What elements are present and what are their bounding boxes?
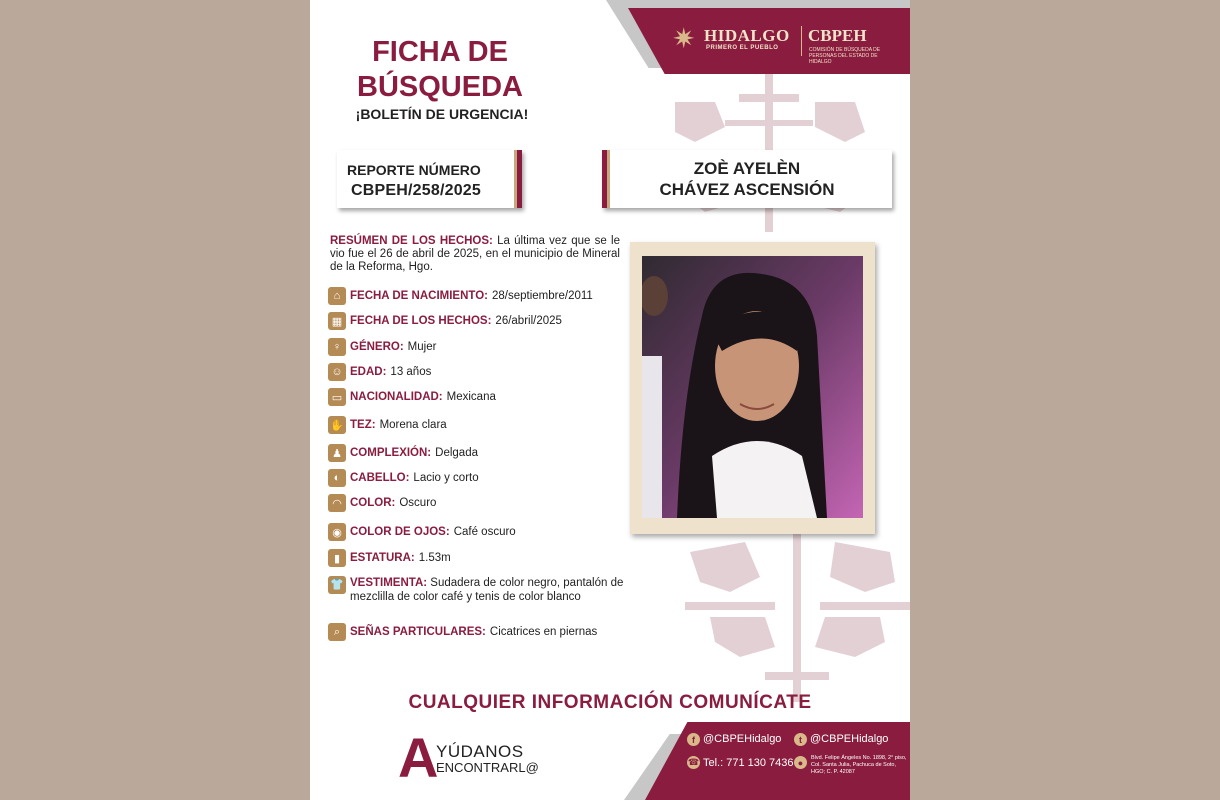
field-hair-label: CABELLO: [350,472,410,484]
field-skin-value: Morena clara [379,419,447,431]
gender-icon: ♀ [328,338,346,356]
field-eyes-value: Café oscuro [453,526,516,538]
org-cbpeh: CBPEH [808,26,867,45]
footer-twitter[interactable]: @CBPEHidalgo [810,733,889,745]
eye-icon: ◉ [328,523,346,541]
field-height [328,548,451,568]
id-card-icon: ▭ [328,388,346,406]
brand-subtitle: PRIMERO EL PUEBLO [706,45,779,51]
footer-address: Blvd. Felipe Ángeles No. 1898, 2° piso, Col. Santa Julia, Pachuca de Soto, HGO; C. P. 42087 [811,755,907,775]
help-logo-letter: A [398,726,439,789]
summary-label: RESÚMEN DE LOS HECHOS: [330,235,493,247]
hidalgo-logo-icon: ✷ [672,23,696,54]
photo-frame [630,242,875,534]
field-date-value: 26/abril/2025 [495,315,562,327]
page-title-line2: BÚSQUEDA [357,71,523,103]
report-number-box [337,150,522,208]
person-name-box [602,150,892,208]
footer-phone[interactable]: Tel.: 771 130 7436 [703,757,794,769]
field-skin [328,415,447,435]
report-number: CBPEH/258/2025 [351,182,481,199]
field-marks-value: Cicatrices en piernas [489,626,598,638]
field-birth-value: 28/septiembre/2011 [492,290,593,302]
footer-facebook[interactable]: @CBPEHidalgo [703,733,782,745]
field-color [328,493,436,513]
report-stripe-gold [514,150,517,208]
field-gender [328,337,436,357]
field-clothing-label: VESTIMENTA: [350,577,428,589]
hair-icon: ◐ [328,469,346,487]
location-icon: ● [794,756,807,769]
call-to-action: CUALQUIER INFORMACIÓN COMUNÍCATE [408,692,812,713]
person-photo-illustration [642,256,863,518]
field-skin-label: TEZ: [350,419,376,431]
facebook-icon: f [687,733,700,746]
brand-hidalgo: HIDALGO [704,26,790,45]
person-name-line1: ZOÈ AYELÈN [693,159,801,178]
field-build-value: Delgada [435,447,478,459]
field-marks-label: SEÑAS PARTICULARES: [350,626,486,638]
ruler-icon: ▮ [328,549,346,567]
field-age-value: 13 años [390,366,432,378]
field-age-label: EDAD: [350,366,387,378]
field-eyes [328,522,516,542]
field-build-label: COMPLEXIÓN: [350,447,432,459]
field-clothing [328,576,648,604]
field-color-label: COLOR: [350,497,396,509]
phone-icon: ☎ [687,757,700,767]
hair-color-icon: ◠ [328,494,346,512]
field-date [328,311,562,331]
field-hair [328,468,479,488]
help-logo-line1: YÚDANOS [436,742,524,761]
field-age [328,362,431,382]
field-gender-label: GÉNERO: [350,341,404,353]
person-photo [642,256,863,518]
field-eyes-label: COLOR DE OJOS: [350,526,450,538]
cake-icon: ⌂ [328,287,346,305]
embroidery-pattern-bottom [685,532,910,702]
field-gender-value: Mujer [407,341,437,353]
field-clothing-value: Sudadera de color negro, pantalón de mezclilla de color café y tenis de color blanco [350,577,624,603]
shirt-icon: 👕 [328,576,346,594]
search-poster [310,0,910,800]
magnifier-icon: ⌕ [328,623,346,641]
report-stripe [517,150,522,208]
body-icon: ♟ [328,444,346,462]
summary-text: La última vez que se le vio fue el 26 de abril de 2025, en el municipio de Mineral de la Reforma, Hgo. [330,235,620,273]
field-hair-value: Lacio y corto [413,472,479,484]
field-birth-label: FECHA DE NACIMIENTO: [350,290,488,302]
page-title-line1: FICHA DE [372,36,508,68]
help-logo-line2: ENCONTRARL@ [436,760,539,775]
header-divider [801,26,802,56]
age-icon: ☺ [328,363,346,381]
summary-paragraph [330,235,620,274]
person-name-line2: CHÁVEZ ASCENSIÓN [659,180,835,199]
field-date-label: FECHA DE LOS HECHOS: [350,315,492,327]
field-birth [328,286,593,306]
field-marks [328,622,597,642]
field-nationality-value: Mexicana [446,391,496,403]
report-label: REPORTE NÚMERO [347,162,481,178]
field-height-label: ESTATURA: [350,552,415,564]
org-subtitle: COMISIÓN DE BÚSQUEDA DE PERSONAS DEL ESTADO DE HIDALGO [809,47,881,65]
field-height-value: 1.53m [418,552,451,564]
field-build [328,443,478,463]
skin-icon: ✋ [328,416,346,434]
calendar-icon: ▦ [328,312,346,330]
twitter-icon: t [794,733,807,746]
field-nationality-label: NACIONALIDAD: [350,391,443,403]
field-color-value: Oscuro [399,497,437,509]
urgency-subtitle: ¡BOLETÍN DE URGENCIA! [355,106,529,122]
field-nationality [328,387,496,407]
